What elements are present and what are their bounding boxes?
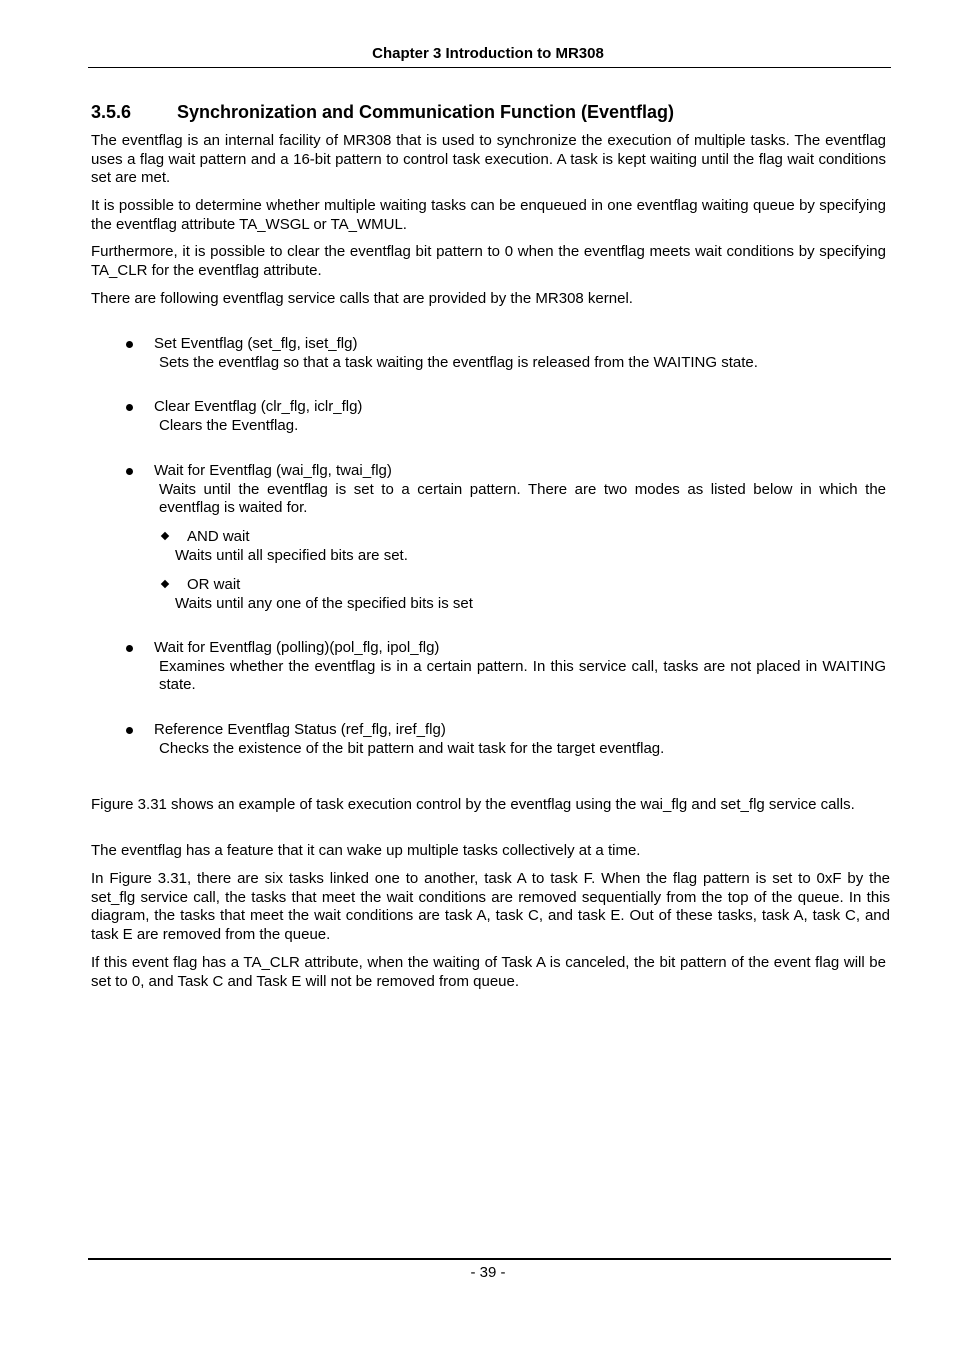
intro-paragraph-2 <box>91 197 886 234</box>
service-call-title: Reference Eventflag Status (ref_flg, iref_flg) <box>154 721 446 738</box>
wait-mode-title: OR wait <box>187 576 241 593</box>
intro-paragraph-1 <box>91 132 886 188</box>
footer-rule <box>88 1258 891 1260</box>
service-call-title: Clear Eventflag (clr_flg, iclr_flg) <box>154 398 363 415</box>
bullet-icon <box>126 404 133 411</box>
section-title: Synchronization and Communication Function (Eventflag) <box>177 102 675 122</box>
service-call-title: Set Eventflag (set_flg, iset_flg) <box>154 335 358 352</box>
service-call-title: Wait for Eventflag (wai_flg, twai_flg) <box>154 462 392 479</box>
paragraph-text: There are following eventflag service calls that are provided by the MR308 kernel. <box>91 290 633 307</box>
service-call-description: Examines whether the eventflag is in a certain pattern. In this service call, tasks are not placed in WAITING state. <box>159 657 886 693</box>
closing-paragraph-4 <box>91 954 886 991</box>
paragraph-text: It is possible to determine whether multiple waiting tasks can be enqueued in one eventflag waiting queue by specifying the eventflag attribute TA_WSGL or TA_WMUL. <box>91 197 886 233</box>
paragraph-text: The eventflag has a feature that it can wake up multiple tasks collectively at a time. <box>91 842 641 859</box>
bullet-icon <box>126 727 133 734</box>
page-number: - 39 - <box>470 1264 506 1281</box>
bullet-icon <box>126 468 133 475</box>
service-call-title: Wait for Eventflag (polling)(pol_flg, ipol_flg) <box>154 639 440 656</box>
paragraph-text: In Figure 3.31, there are six tasks linked one to another, task A to task F. When the flag pattern is set to 0xF by the set_flg service call, the tasks that meet the wait conditions are removed sequentially from the top of the queue. In this diagram, the tasks that meet the wait conditions are task A, task C, and task E. Out of these tasks, task A, task C, and task E are removed from the queue. <box>91 870 890 943</box>
service-call-description: Sets the eventflag so that a task waiting the eventflag is released from the WAITING state. <box>159 353 758 371</box>
closing-paragraph-1 <box>91 796 886 815</box>
section-heading <box>91 101 674 123</box>
paragraph-text: Furthermore, it is possible to clear the eventflag bit pattern to 0 when the eventflag meets wait conditions by specifying TA_CLR for the eventflag attribute. <box>91 243 886 279</box>
service-call-description: Checks the existence of the bit pattern and wait task for the target eventflag. <box>159 739 665 757</box>
wait-mode-description: Waits until all specified bits are set. <box>175 546 408 564</box>
diamond-bullet-icon <box>161 580 169 588</box>
header-rule <box>88 67 891 68</box>
intro-paragraph-3 <box>91 243 886 280</box>
service-call-description: Waits until the eventflag is set to a certain pattern. There are two modes as listed below in which the eventflag is waited for. <box>159 480 886 516</box>
closing-paragraph-2 <box>91 842 886 861</box>
section-number: 3.5.6 <box>91 102 132 122</box>
bullet-icon <box>126 645 133 652</box>
closing-paragraph-3 <box>91 870 890 944</box>
chapter-header: Chapter 3 Introduction to MR308 <box>372 45 604 62</box>
paragraph-text: If this event flag has a TA_CLR attribute, when the waiting of Task A is canceled, the bit pattern of the event flag will be set to 0, and Task C and Task E will not be removed from queue. <box>91 954 886 990</box>
intro-paragraph-4 <box>91 290 886 309</box>
wait-mode-title: AND wait <box>187 528 250 545</box>
wait-mode-description: Waits until any one of the specified bits is set <box>175 594 473 612</box>
paragraph-text: The eventflag is an internal facility of MR308 that is used to synchronize the execution of multiple tasks. The eventflag uses a flag wait pattern and a 16-bit pattern to control task execution. A task is kept waiting until the flag wait conditions set are met. <box>91 132 886 186</box>
bullet-icon <box>126 341 133 348</box>
diamond-bullet-icon <box>161 532 169 540</box>
paragraph-text: Figure 3.31 shows an example of task execution control by the eventflag using the wai_flg and set_flg service calls. <box>91 796 855 813</box>
service-call-description: Clears the Eventflag. <box>159 416 299 434</box>
